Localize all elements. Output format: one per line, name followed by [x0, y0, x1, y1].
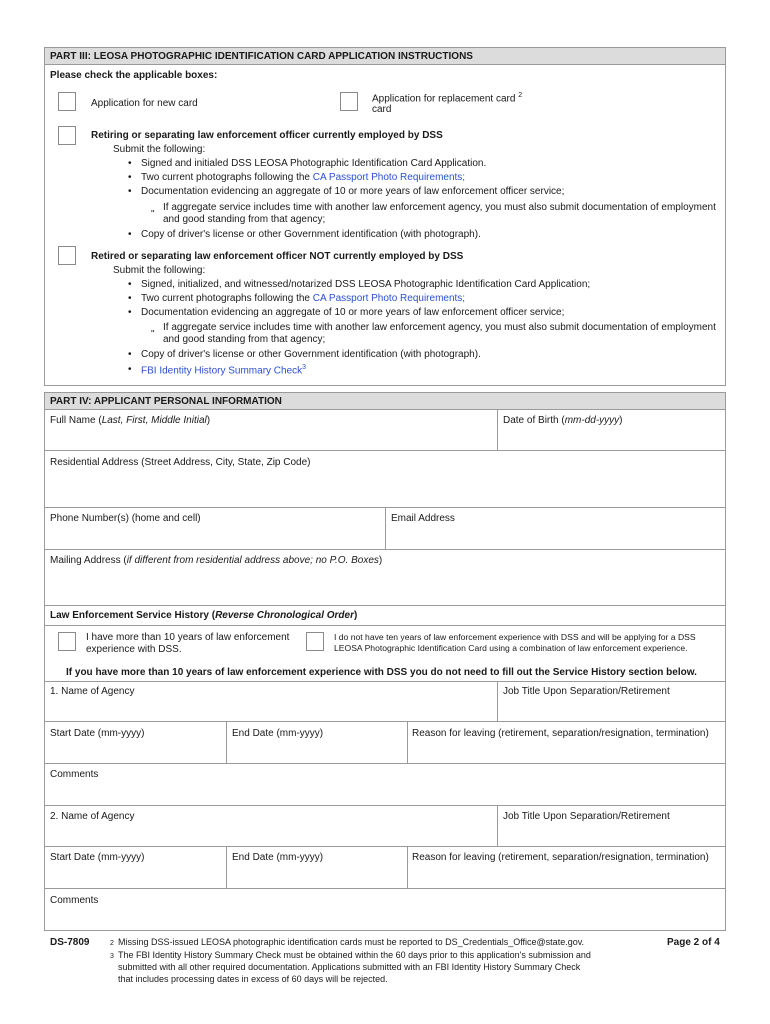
service-notice: If you have more than 10 years of law enforcement experience with DSS you do not need to fill out the Service History section below.	[66, 667, 697, 678]
footnote-2-text: Missing DSS-issued LEOSA photographic identification cards must be reported to DS_Credentials_Office@state.gov.	[118, 937, 585, 947]
footnote-2-number: 2	[110, 940, 114, 947]
not-employed-sub-line-1: If aggregate service includes time with another law enforcement agency, you must also submit documentation of employment	[163, 322, 716, 333]
mailing-address-label: Mailing Address (if different from residential address above; no P.O. Boxes)	[50, 555, 383, 566]
footnote-3-line-2: submitted with all other required documentation. Applications submitted with an FBI Identity History Summary Check	[118, 962, 581, 972]
employed-bullet-4: • Copy of driver's license or other Government identification (with photograph).	[141, 229, 481, 240]
employed-bullet-1: • Signed and initialed DSS LEOSA Photographic Identification Card Application.	[141, 158, 486, 169]
not-employed-title: Retired or separating law enforcement officer NOT currently employed by DSS	[91, 251, 464, 262]
replacement-card-label-2: card	[372, 104, 392, 115]
start-date-1-label: Start Date (mm-yyyy)	[50, 728, 145, 739]
divider	[226, 721, 227, 764]
divider	[385, 507, 386, 550]
employed-title: Retiring or separating law enforcement officer currently employed by DSS	[91, 130, 443, 141]
not-employed-bullet-2: • Two current photographs following the CA Passport Photo Requirements;	[141, 293, 465, 304]
job-title-1-label: Job Title Upon Separation/Retirement	[503, 686, 670, 697]
comments-2-label: Comments	[50, 895, 99, 906]
not-employed-bullet-5	[141, 364, 306, 376]
employed-sub-line-1: If aggregate service includes time with another law enforcement agency, you must also submit documentation of employment	[163, 202, 716, 213]
employed-bullet-2: • Two current photographs following the CA Passport Photo Requirements;	[141, 172, 465, 183]
not-employed-sub-marker: "	[151, 329, 155, 340]
agency-1-label: 1. Name of Agency	[50, 686, 135, 697]
combination-checkbox[interactable]	[306, 632, 324, 651]
part3-header: PART III: LEOSA PHOTOGRAPHIC IDENTIFICATION CARD APPLICATION INSTRUCTIONS	[44, 47, 726, 65]
new-card-checkbox[interactable]	[58, 92, 76, 111]
ca-passport-link[interactable]: CA Passport Photo Requirements;	[312, 293, 466, 304]
job-title-2-label: Job Title Upon Separation/Retirement	[503, 811, 670, 822]
replacement-card-label: Application for replacement card $^2$	[372, 92, 523, 105]
not-employed-bullet-3: • Documentation evidencing an aggregate of 10 or more years of law enforcement officer service;	[141, 307, 564, 318]
start-date-2-label: Start Date (mm-yyyy)	[50, 852, 145, 863]
employed-sub-marker: "	[151, 209, 155, 220]
divider	[497, 681, 498, 722]
end-date-2-label: End Date (mm-yyyy)	[232, 852, 324, 863]
dob-label: Date of Birth (mm-dd-yyyy)	[503, 415, 623, 426]
reason-1-label: Reason for leaving (retirement, separation/resignation, termination)	[412, 728, 709, 739]
reason-2-label: Reason for leaving (retirement, separation/resignation, termination)	[412, 852, 709, 863]
employed-checkbox[interactable]	[58, 126, 76, 145]
employed-sub-line-2: and good standing from that agency;	[163, 214, 326, 225]
ca-passport-link[interactable]: CA Passport Photo Requirements;	[312, 172, 466, 183]
not-employed-checkbox[interactable]	[58, 246, 76, 265]
form-id: DS-7809	[50, 937, 90, 948]
phone-label: Phone Number(s) (home and cell)	[50, 513, 201, 524]
full-name-label: Full Name (Last, First, Middle Initial)	[50, 415, 211, 426]
combination-label: I do not have ten years of law enforcement experience with DSS and will be applying for a DSS LEOSA Photographic Identification Card using a combination of law enforcement experience.	[334, 632, 696, 653]
divider	[407, 721, 408, 764]
service-history-header: Law Enforcement Service History (Reverse Chronological Order)	[50, 610, 358, 621]
divider	[226, 846, 227, 889]
footnote-ref-2: 2	[518, 92, 523, 99]
more-than-10-label: I have more than 10 years of law enforcement experience with DSS.	[86, 632, 290, 655]
more-than-10-checkbox[interactable]	[58, 632, 76, 651]
comments-1-field[interactable]	[44, 763, 726, 806]
not-employed-bullet-1: • Signed, initialized, and witnessed/notarized DSS LEOSA Photographic Identification Card Application;	[141, 279, 590, 290]
fbi-check-link[interactable]: FBI Identity History Summary Check	[141, 365, 303, 377]
footnote-ref-3: 3	[302, 364, 307, 371]
check-instruction: Please check the applicable boxes:	[50, 70, 218, 81]
new-card-label: Application for new card	[91, 98, 198, 109]
email-label: Email Address	[391, 513, 455, 524]
divider	[497, 409, 498, 451]
divider	[407, 846, 408, 889]
footnote-3-line-3: that includes processing dates in excess of 60 days will be rejected.	[118, 974, 388, 984]
comments-2-field[interactable]	[44, 888, 726, 931]
employed-submit: Submit the following:	[113, 144, 206, 155]
agency-2-label: 2. Name of Agency	[50, 811, 135, 822]
employed-bullet-3: • Documentation evidencing an aggregate of 10 or more years of law enforcement officer service;	[141, 186, 564, 197]
footnote-3-line-1: The FBI Identity History Summary Check must be obtained within the 60 days prior to this application's submission and	[118, 950, 591, 960]
not-employed-bullet-4: • Copy of driver's license or other Government identification (with photograph).	[141, 349, 481, 360]
replacement-card-checkbox[interactable]	[340, 92, 358, 111]
not-employed-submit: Submit the following:	[113, 265, 206, 276]
footnote-3-number: 3	[110, 953, 114, 960]
page-number: Page 2 of 4	[667, 937, 720, 948]
part4-header: PART IV: APPLICANT PERSONAL INFORMATION	[44, 392, 726, 410]
divider	[497, 805, 498, 847]
comments-1-label: Comments	[50, 769, 99, 780]
residential-address-label: Residential Address (Street Address, City, State, Zip Code)	[50, 457, 311, 468]
not-employed-sub-line-2: and good standing from that agency;	[163, 334, 326, 345]
end-date-1-label: End Date (mm-yyyy)	[232, 728, 324, 739]
